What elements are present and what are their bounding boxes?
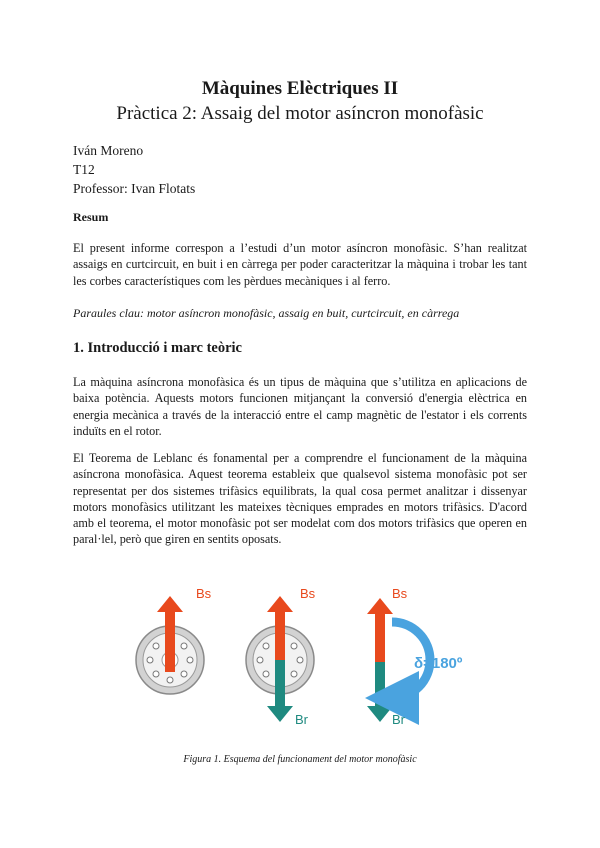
bs-label: Bs: [392, 586, 408, 601]
professor-name: Professor: Ivan Flotats: [73, 181, 196, 196]
section-heading: 1. Introducció i marc teòric: [73, 340, 242, 356]
bs-label: Bs: [196, 586, 212, 601]
motor-diagram-2: [246, 586, 316, 727]
figure-caption: Figura 1. Esquema del funcionament del motor monofàsic: [183, 754, 417, 765]
leblanc-paragraph: El Teorema de Leblanc és fonamental per a comprendre el funcionament de la màquina asíncrona monofàsica. Aquest teorema estableix que qualsevol sistema monofàsic pot ser representat per dos sistemes trifàsics equilibrats, la qual cosa permet analitzar i dissenyar motors monofàsics utilitzant les mateixes tècniques emprades en motors trifàsics. D'acord amb el teorema, el motor monofàsic pot ser modelat com dos motors trifàsics que operen en paral·lel, però que giren en sentits oposats.: [73, 451, 527, 547]
br-label: Br: [295, 712, 308, 727]
intro-paragraph: La màquina asíncrona monofàsica és un tipus de màquina que s’utilitza en aplicacions de baixa potència. Aquests motors funcionen mitjançant la conversió d'energia elèctrica en energia mecànica a través de la interacció entre el camp magnètic de l'estator i els corrents induïts en el rotor.: [73, 375, 527, 438]
author-name: Iván Moreno: [73, 143, 144, 158]
br-arrow: [367, 662, 393, 722]
phase-diagram: [367, 586, 463, 727]
keywords: Paraules clau: motor asíncron monofàsic, assaig en buit, curtcircuit, en càrrega: [73, 306, 460, 320]
br-label: Br: [392, 712, 405, 727]
abstract-heading: Resum: [73, 210, 109, 224]
document-title: Màquines Elèctriques II: [201, 78, 399, 99]
delta-label: δ=180º: [414, 655, 463, 672]
motor-figure: [130, 582, 490, 732]
bs-label: Bs: [300, 586, 316, 601]
bs-arrow: [367, 598, 393, 662]
abstract-text: El present informe correspon a l’estudi d’un motor asíncron monofàsic. S’han realitzat assaigs en curtcircuit, en buit i en càrrega per poder caracteritzar la màquina i trobar les tant les corbes característiques com les pèrdues mecàniques i al ferro.: [73, 241, 527, 288]
author-block: [73, 141, 195, 198]
motor-diagram-1: [136, 586, 212, 694]
group-code: T12: [73, 162, 95, 177]
document-subtitle: Pràctica 2: Assaig del motor asíncron monofàsic: [116, 103, 484, 124]
